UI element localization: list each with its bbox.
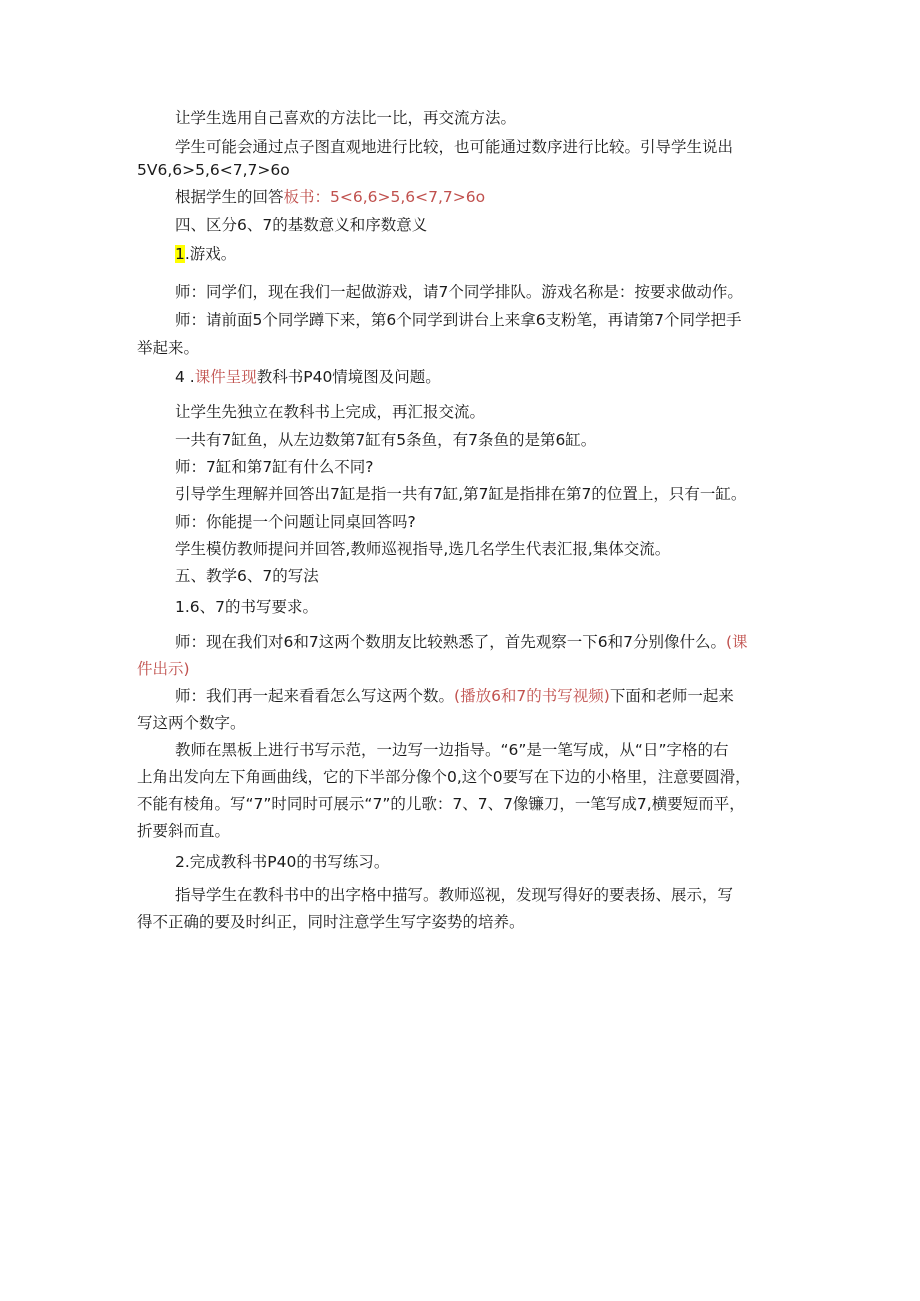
paragraph-line: 让学生先独立在教科书上完成，再汇报交流。 <box>175 403 486 421</box>
paragraph-line: 指导学生在教科书中的出字格中描写。教师巡视，发现写得好的要表扬、展示，写 <box>175 886 734 904</box>
paragraph-line: 一共有7缸鱼，从左边数第7缸有5条鱼，有7条鱼的是第6缸。 <box>175 431 597 449</box>
paragraph-line: 师：你能提一个问题让同桌回答吗? <box>175 513 416 531</box>
paragraph-line: 写这两个数字。 <box>137 714 246 732</box>
paragraph-line: 让学生选用自己喜欢的方法比一比，再交流方法。 <box>175 109 517 127</box>
paragraph-line: 学生模仿教师提问并回答,教师巡视指导,选几名学生代表汇报,集体交流。 <box>175 540 671 558</box>
courseware-note: 件出示) <box>137 660 190 678</box>
section-heading: 五、教学6、7的写法 <box>175 567 319 585</box>
text-run: 师：我们再一起来看看怎么写这两个数。 <box>175 687 455 705</box>
section-heading: 四、区分6、7的基数意义和序数意义 <box>175 216 428 234</box>
blackboard-note: 板书：5<6,6>5,6<7,7>6o <box>283 188 486 206</box>
paragraph-line <box>175 632 748 652</box>
paragraph-line: 举起来。 <box>137 339 200 357</box>
paragraph-line: 师：7缸和第7缸有什么不同? <box>175 458 374 476</box>
text-run: 4 . <box>175 368 195 386</box>
courseware-note: 课件呈现 <box>194 368 257 386</box>
paragraph-line: 学生可能会通过点子图直观地进行比较，也可能通过数序进行比较。引导学生说出 <box>175 138 734 156</box>
paragraph-line: 引导学生理解并回答出7缸是指一共有7缸,第7缸是指排在第7的位置上，只有一缸。 <box>175 485 747 503</box>
subsection-heading: 1.6、7的书写要求。 <box>175 598 319 616</box>
paragraph-line: 师：同学们，现在我们一起做游戏，请7个同学排队。游戏名称是：按要求做动作。 <box>175 283 743 301</box>
paragraph-line: 折要斜而直。 <box>137 822 231 840</box>
subsection-heading: 2.完成教科书P40的书写练习。 <box>175 853 390 871</box>
highlighted-number: 1 <box>175 245 185 263</box>
paragraph-line: 得不正确的要及时纠正，同时注意学生写字姿势的培养。 <box>137 913 525 931</box>
text-run: 教科书P40情境图及问题。 <box>256 368 441 386</box>
paragraph-line: 5V6,6>5,6<7,7>6o <box>137 161 290 179</box>
paragraph-line: 师：请前面5个同学蹲下来，第6个同学到讲台上来拿6支粉笔，再请第7个同学把手 <box>175 311 742 329</box>
text-run: 师：现在我们对6和7这两个数朋友比较熟悉了，首先观察一下6和7分别像什么。 <box>175 633 726 651</box>
paragraph-line: 上角出发向左下角画曲线，它的下半部分像个0,这个0要写在下边的小格里，注意要圆滑， <box>137 768 751 786</box>
video-note: (播放6和7的书写视频) <box>454 687 610 705</box>
subsection-heading <box>175 367 441 387</box>
text-run: .游戏。 <box>184 245 237 263</box>
courseware-note: (课 <box>725 633 748 651</box>
text-run: 根据学生的回答 <box>175 188 284 206</box>
paragraph-line <box>175 187 485 207</box>
paragraph-line <box>175 686 734 706</box>
text-run: 下面和老师一起来 <box>609 687 734 705</box>
paragraph-line: 不能有棱角。写“7”时同时可展示“7”的儿歌：7、7、7像镰刀，一笔写成7,横要短而平， <box>137 795 745 813</box>
subsection-heading <box>175 244 236 264</box>
paragraph-line: 教师在黑板上进行书写示范，一边写一边指导。“6”是一笔写成，从“日”字格的右 <box>175 741 729 759</box>
